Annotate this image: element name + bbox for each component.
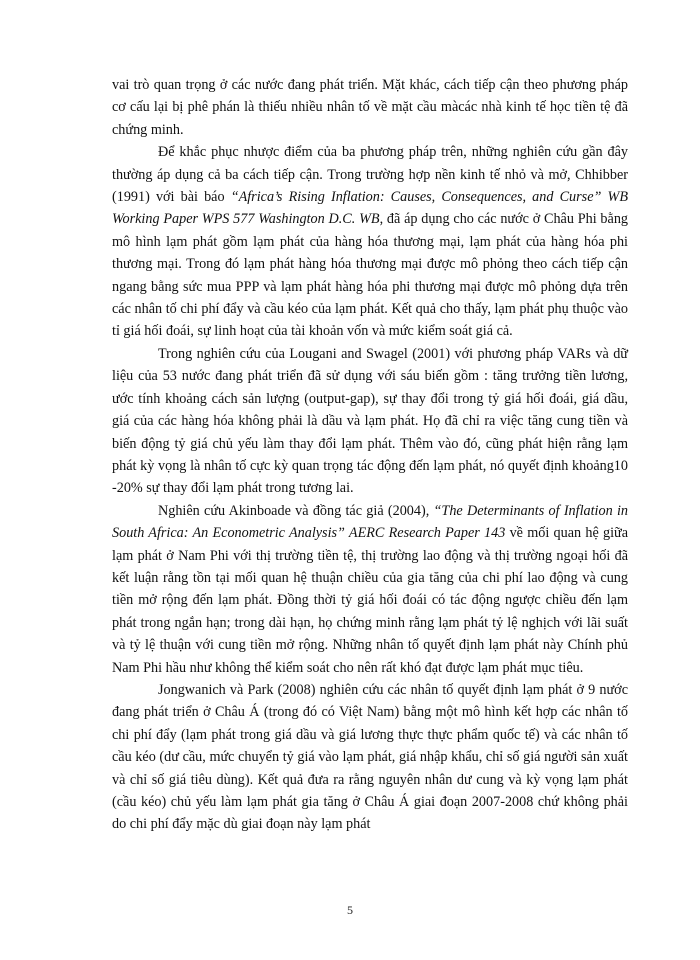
- paragraph: [112, 343, 628, 500]
- paragraph-text: Để khắc phục nhược điểm của ba phương pháp trên, những nghiên cứu gần đây thường áp dụng cả ba cách tiếp cận. Trong trường hợp nền kinh tế nhỏ và mở, Chhibber (1991) với bài báo: [112, 144, 628, 206]
- paragraph-text: về mối quan hệ giữa lạm phát ở Nam Phi với thị trường tiền tệ, thị trường lao động và thị trường ngoại hối đã kết luận rằng tồn tại mối quan hệ thuận chiều của gia tăng của chi phí lao động và cung tiền mở rộng đến lạm phát. Đồng thời tỷ giá hối đoái có tác động ngược chiều đến lạm phát trong ngắn hạn; trong dài hạn, họ chứng minh rằng lạm phát tỷ lệ nghịch với lãi suất và tỷ lệ thuận với cung tiền mở rộng. Những nhân tố quyết định lạm phát này Chính phủ Nam Phi hầu như không thể kiểm soát cho nên rất khó đạt được lạm phát mục tiêu.: [112, 525, 629, 676]
- document-body: [112, 74, 628, 836]
- paragraph: [112, 74, 628, 141]
- paragraph-text: , đã áp dụng cho các nước ở Châu Phi bằng mô hình lạm phát gồm lạm phát của hàng hóa thương mại, lạm phát của hàng hóa phi thương mại. Trong đó lạm phát hàng hóa thương mại được mô phỏng theo cách tiếp cận ngang bằng sức mua PPP và lạm phát hàng hóa phi thương mại được mô phỏng dựa trên các nhân tố chi phí đẩy và cầu kéo của lạm phát. Kết quả cho thấy, lạm phát phụ thuộc vào tỉ giá hối đoái, sự linh hoạt của tài khoản vốn và mức kiểm soát giá cả.: [112, 211, 629, 340]
- paragraph-text: Nghiên cứu Akinboade và đồng tác giả (2004),: [158, 502, 434, 519]
- paragraph: [112, 141, 628, 343]
- paragraph: [112, 679, 628, 836]
- citation-title: “Africa’s Rising Inflation: Causes, Consequences, and Curse” WB Working Paper WPS 577 Washington D.C. WB: [112, 189, 628, 228]
- paragraph: [112, 500, 628, 679]
- paragraph-text: vai trò quan trọng ở các nước đang phát triển. Mặt khác, cách tiếp cận theo phương pháp cơ cấu lại bị phê phán là thiếu nhiều nhân tố về mặt cầu màcác nhà kinh tế học tiền tệ đã chứng minh.: [112, 77, 628, 138]
- page-number: 5: [347, 903, 353, 917]
- paragraph-text: Trong nghiên cứu của Lougani and Swagel (2001) với phương pháp VARs và dữ liệu của 53 nước đang phát triển đã sử dụng với sáu biến gồm : tăng trưởng tiền lương, ước tính khoảng cách sản lượng (output-gap), sự thay đổi trong tỷ giá hối đoái, giá dầu, giá của các hàng hóa không phải là dầu và lạm phát. Họ đã chỉ ra việc tăng cung tiền và biến động tỷ giá chủ yếu làm thay đổi lạm phát. Thêm vào đó, cũng phát hiện rằng lạm phát kỳ vọng là nhân tố cực kỳ quan trọng tác động đến lạm phát, nó quyết định khoảng10 -20% sự thay đổi lạm phát trong tương lai.: [112, 345, 628, 497]
- citation-title: “The Determinants of Inflation in South Africa: An Econometric Analysis” AERC Research Paper 143: [112, 502, 628, 542]
- paragraph-text: Jongwanich và Park (2008) nghiên cứu các nhân tố quyết định lạm phát ở 9 nước đang phát triển ở Châu Á (trong đó có Việt Nam) bằng một mô hình kết hợp các nhân tố chi phí đẩy (lạm phát trong giá dầu và giá lương thực thực phẩm quốc tế) và các nhân tố cầu kéo (dư cầu, mức chuyển tỷ giá vào lạm phát, giá nhập khẩu, chỉ số giá người sản xuất và chỉ số giá tiêu dùng). Kết quả đưa ra rằng nguyên nhân dư cung và kỳ vọng lạm phát (cầu kéo) chủ yếu làm lạm phát gia tăng ở Châu Á giai đoạn 2007-2008 chứ không phải do chi phí đẩy mặc dù giai đoạn này lạm phát: [112, 681, 628, 833]
